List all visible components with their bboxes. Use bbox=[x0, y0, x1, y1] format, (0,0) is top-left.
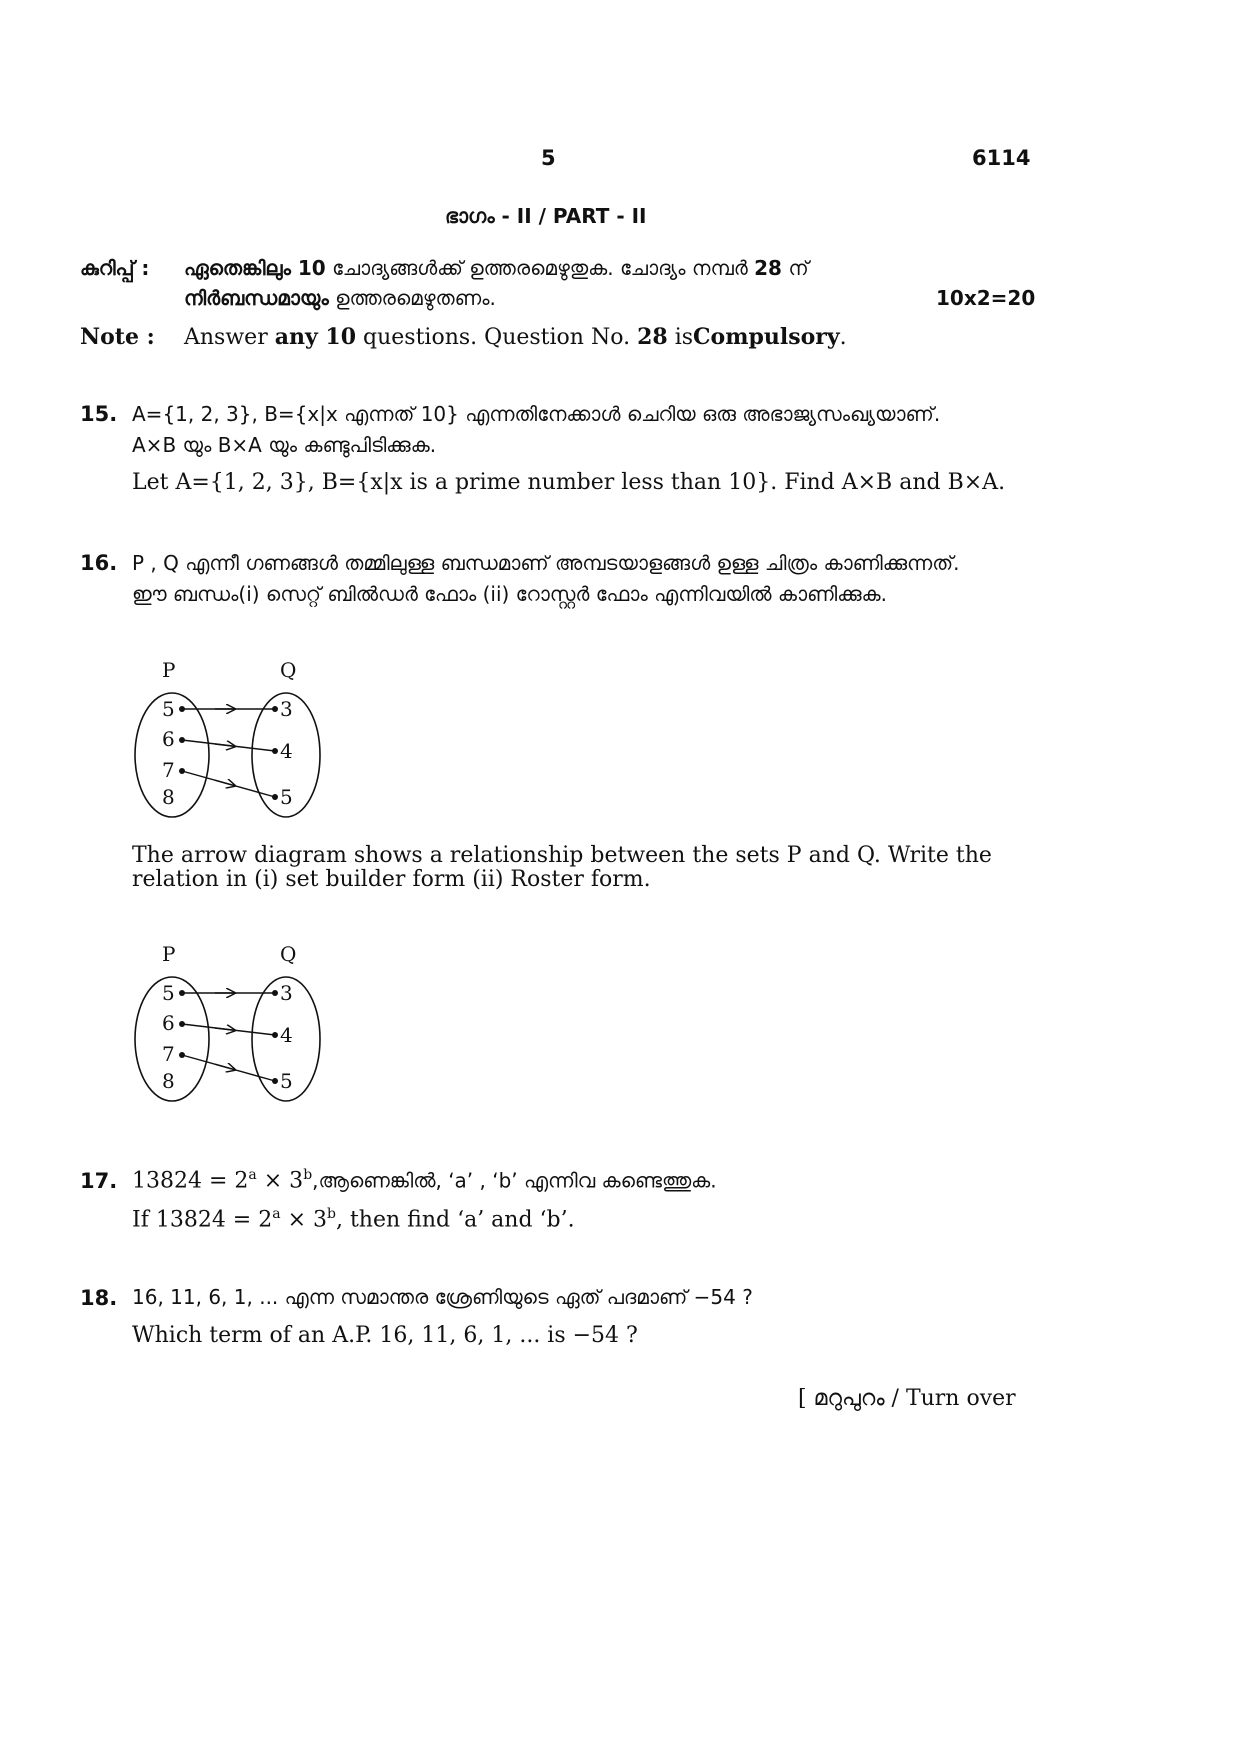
question-17-en-line bbox=[132, 1206, 575, 1232]
q17-ml-prefix: 13824 = 2 bbox=[132, 1168, 249, 1194]
q17-en-exp-a: a bbox=[272, 1206, 281, 1222]
q-element: 5 bbox=[280, 1069, 293, 1093]
page-number: 5 bbox=[541, 146, 556, 170]
p-element: 5 bbox=[162, 981, 175, 1005]
instruction-line-ml bbox=[184, 256, 809, 280]
q17-en-mid: × 3 bbox=[280, 1207, 328, 1233]
question-16-number: 16. bbox=[80, 551, 118, 575]
q-element: 3 bbox=[280, 981, 293, 1005]
note-text-4: . bbox=[839, 325, 847, 350]
p-element: 8 bbox=[162, 1069, 175, 1093]
question-17-ml-line bbox=[132, 1167, 717, 1193]
q17-ml-exp-a: a bbox=[248, 1167, 257, 1183]
note-line bbox=[184, 324, 847, 350]
p-element: 7 bbox=[162, 758, 175, 782]
q17-ml-mid: × 3 bbox=[256, 1168, 304, 1194]
instruction-ml-text-2: ന് bbox=[788, 256, 809, 280]
q17-en-prefix: If 13824 = 2 bbox=[132, 1207, 273, 1233]
instruction-ml-bold-3: നിർബന്ധമായും bbox=[184, 286, 329, 310]
note-text-3: is bbox=[674, 325, 694, 350]
arrowhead bbox=[215, 1064, 235, 1070]
question-15-ml-line-2: A×B യും B×A യും കണ്ടുപിടിക്കുക. bbox=[132, 433, 437, 457]
set-q-label: Q bbox=[280, 658, 297, 682]
q17-en-exp-b: b bbox=[327, 1206, 336, 1222]
turn-over-note: [ മറുപുറം / Turn over bbox=[798, 1386, 1016, 1411]
question-16-ml-line-1: P , Q എന്നീ ഗണങ്ങൾ തമ്മിലുള്ള ബന്ധമാണ് അമ്പടയാളങ്ങൾ ഉള്ള ചിത്രം കാണിക്കുന്നത്. bbox=[132, 551, 960, 575]
question-18-en-line: Which term of an A.P. 16, 11, 6, 1, ... is −54 ? bbox=[132, 1323, 638, 1348]
question-16-ml-line-2: ഈ ബന്ധം(i) സെറ്റ് ബിൽഡർ ഫോം (ii) റോസ്റ്റർ ഫോം എന്നിവയിൽ കാണിക്കുക. bbox=[132, 582, 887, 606]
question-16-en-line-1: The arrow diagram shows a relationship between the sets P and Q. Write the bbox=[132, 843, 992, 868]
question-16-en-line-2: relation in (i) set builder form (ii) Roster form. bbox=[132, 867, 651, 892]
q-element: 3 bbox=[280, 697, 293, 721]
q17-ml-suffix: ,ആണെങ്കിൽ, ‘a’ , ‘b’ എന്നിവ കണ്ടെത്തുക. bbox=[312, 1168, 717, 1193]
q-element: 4 bbox=[280, 1023, 293, 1047]
question-15-number: 15. bbox=[80, 402, 118, 426]
p-element: 6 bbox=[162, 727, 175, 751]
set-p-label: P bbox=[162, 658, 176, 682]
note-text-2: questions. Question No. bbox=[363, 325, 631, 350]
set-p-label: P bbox=[162, 942, 176, 966]
note-bold-3: Compulsory bbox=[693, 324, 840, 350]
instruction-ml-text-1: ചോദ്യങ്ങൾക്ക് ഉത്തരമെഴുതുക. ചോദ്യം നമ്പർ bbox=[332, 256, 748, 280]
q17-en-suffix: , then find ‘a’ and ‘b’. bbox=[335, 1207, 575, 1233]
question-17-number: 17. bbox=[80, 1169, 118, 1193]
p-element: 8 bbox=[162, 785, 175, 809]
arrowhead bbox=[215, 744, 235, 746]
q-element: 5 bbox=[280, 785, 293, 809]
instruction-ml-bold-2: 28 bbox=[754, 256, 782, 280]
instruction-line-ml-2 bbox=[184, 286, 496, 310]
question-18-ml-line: 16, 11, 6, 1, ... എന്ന സമാന്തര ശ്രേണിയുടെ ഏത് പദമാണ് −54 ? bbox=[132, 1285, 753, 1309]
question-18-number: 18. bbox=[80, 1286, 118, 1310]
arrowhead bbox=[215, 1028, 235, 1030]
question-15-ml-line-1: A={1, 2, 3}, B={x|x എന്നത് 10} എന്നതിനേക്കാൾ ചെറിയ ഒരു അഭാജ്യസംഖ്യയാണ്. bbox=[132, 402, 941, 426]
instruction-ml-bold-1: ഏതെങ്കിലും 10 bbox=[184, 256, 326, 280]
p-element: 5 bbox=[162, 697, 175, 721]
marks-allotment: 10x2=20 bbox=[936, 286, 1036, 310]
p-element: 7 bbox=[162, 1042, 175, 1066]
set-q-label: Q bbox=[280, 942, 297, 966]
arrowhead bbox=[215, 780, 235, 786]
note-bold-1: any 10 bbox=[274, 324, 357, 350]
arrow-diagram-1 bbox=[120, 655, 340, 825]
note-text-1: Answer bbox=[184, 325, 268, 350]
paper-code: 6114 bbox=[972, 146, 1031, 170]
p-element: 6 bbox=[162, 1011, 175, 1035]
note-label: Note : bbox=[80, 324, 155, 350]
q17-ml-exp-b: b bbox=[303, 1167, 313, 1183]
question-15-en-line-1: Let A={1, 2, 3}, B={x|x is a prime number less than 10}. Find A×B and B×A. bbox=[132, 470, 1006, 495]
q-element: 4 bbox=[280, 739, 293, 763]
arrow-diagram-2 bbox=[120, 939, 340, 1109]
part-title: ഭാഗം - II / PART - II bbox=[445, 204, 647, 228]
note-bold-2: 28 bbox=[637, 324, 668, 350]
instruction-ml-text-3: ഉത്തരമെഴുതണം. bbox=[335, 286, 496, 310]
instruction-label-ml: കുറിപ്പ് : bbox=[80, 256, 150, 280]
